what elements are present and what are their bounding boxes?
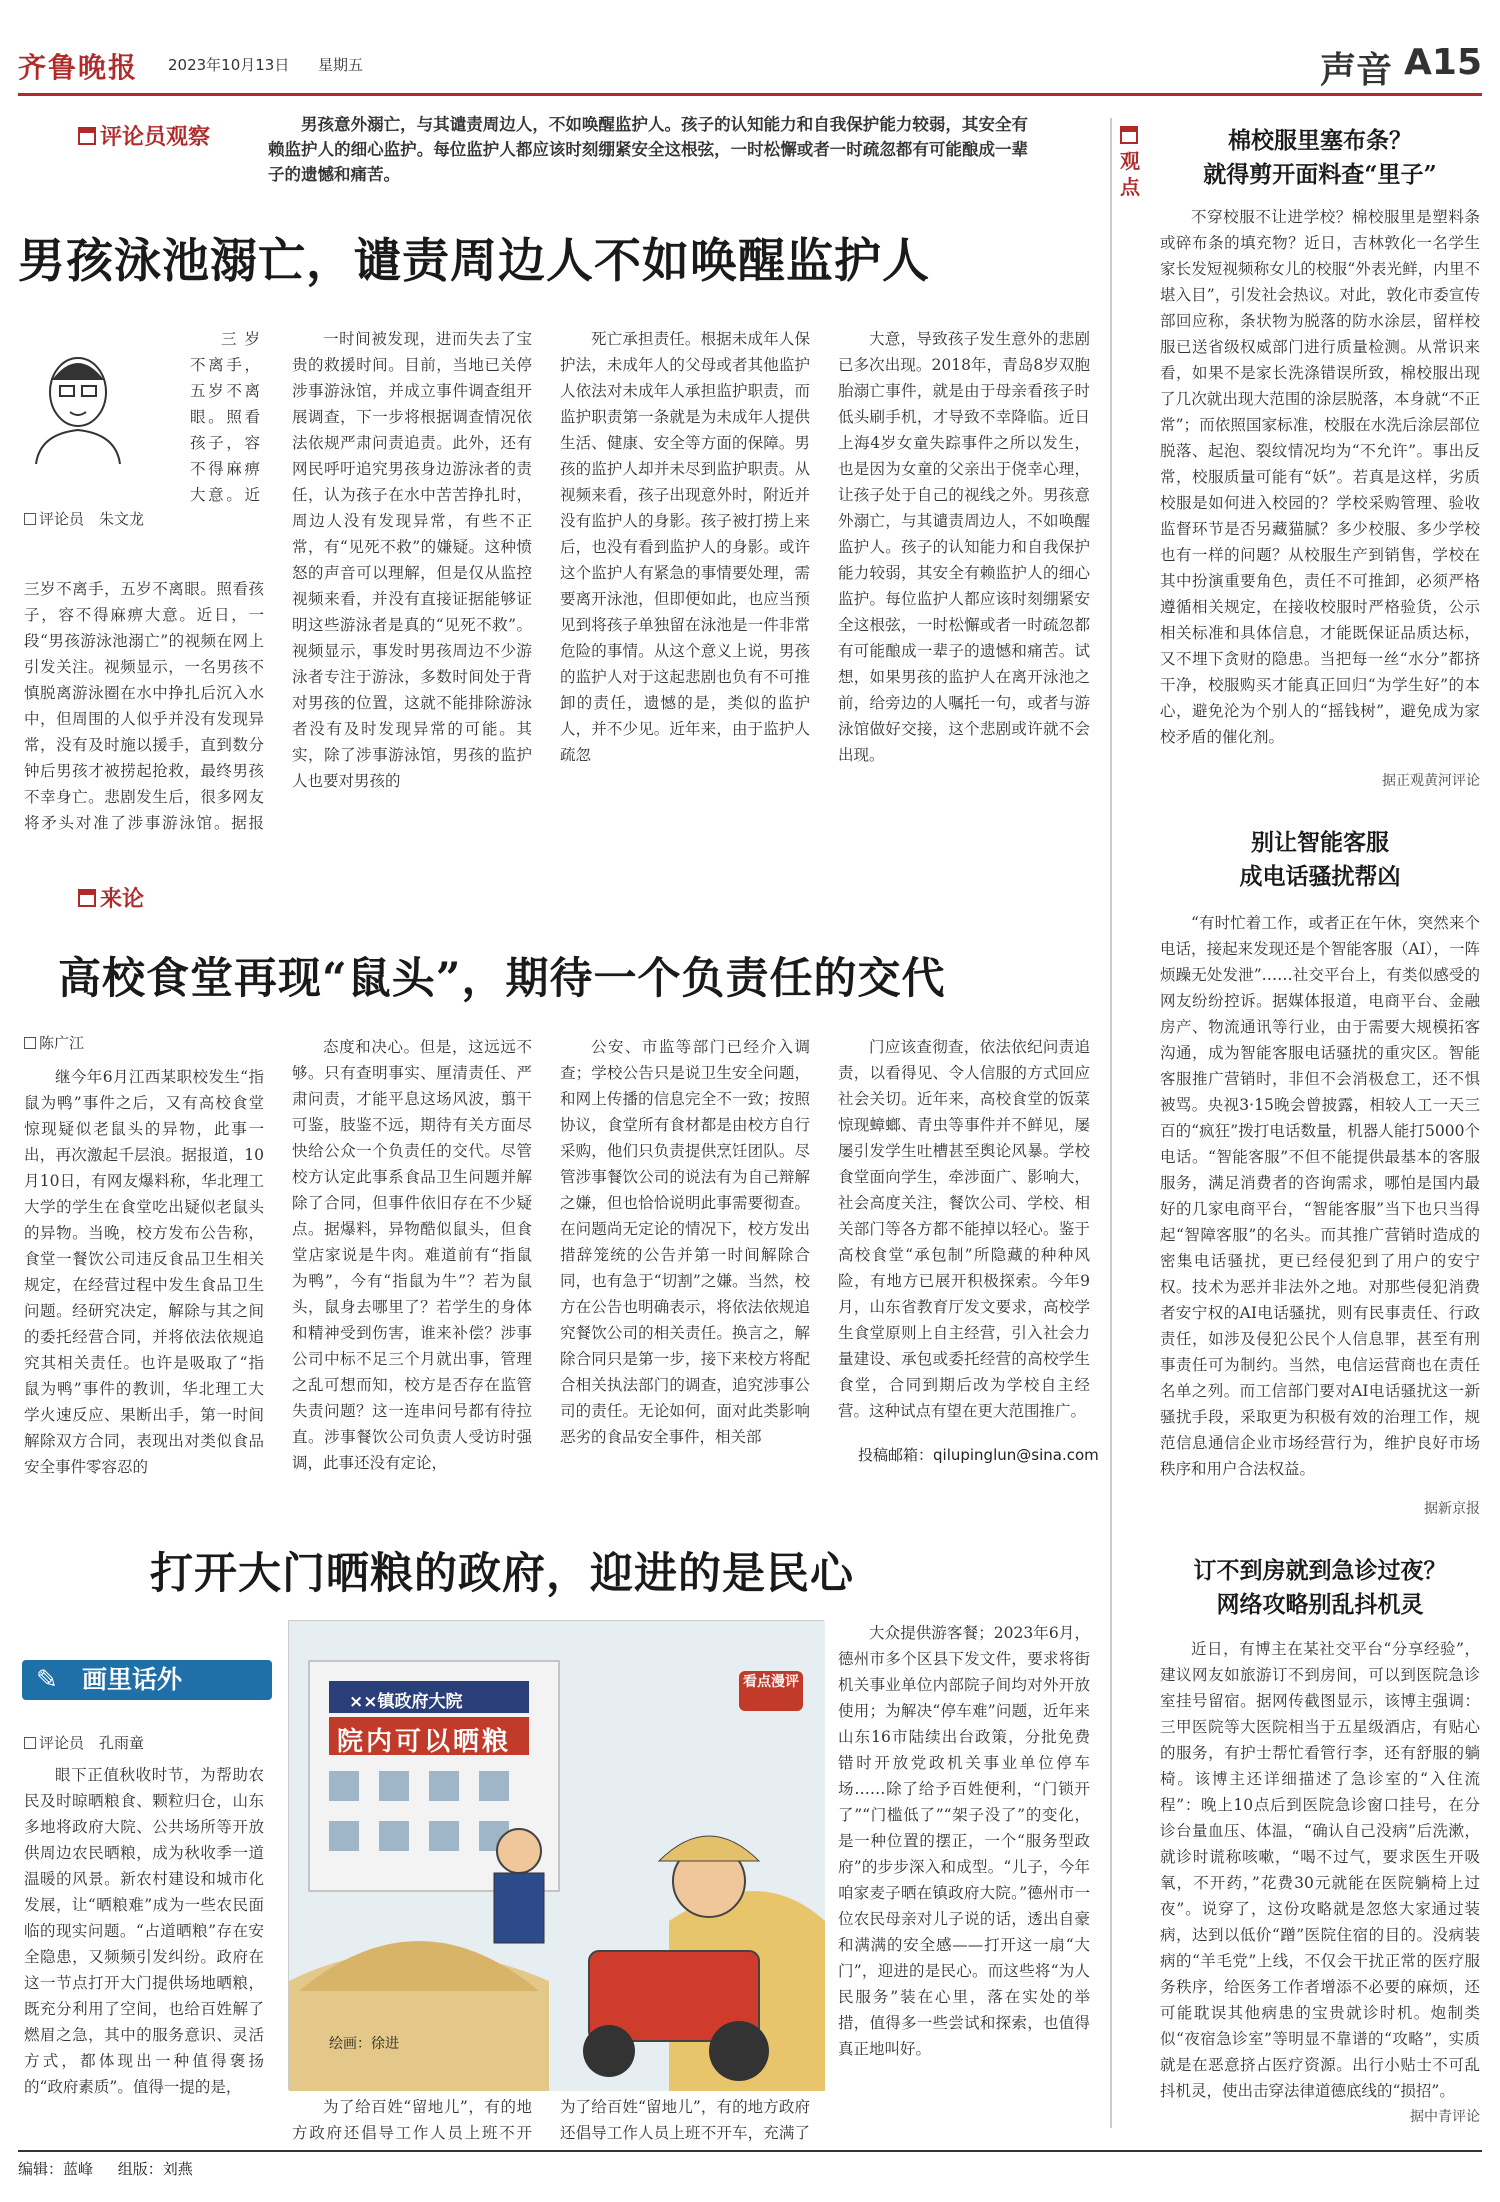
- article1-byline: 评论员 朱文龙: [24, 508, 144, 529]
- newspaper-logo: 齐鲁晚报: [18, 51, 139, 84]
- cartoon-illustration: [288, 1620, 824, 2090]
- column-label-huali: ✎ 画里话外: [22, 1660, 272, 1700]
- article3-headline: 打开大门晒粮的政府，迎进的是民心: [150, 1549, 854, 1599]
- article1-column-1-lower: 三岁不离手，五岁不离眼。照看孩子，容不得麻痹大意。近日，一段“男孩游泳池溺亡”的视频在网上引发关注。视频显示，一名男孩不慎脱离游泳圈在水中挣扎后沉入水中，但周围的人似乎并没有发现异常，没有及时施以援手，直到数分钟后男孩才被捞起抢救，最终男孩不幸身亡。悲剧发生后，很多网友将矛头对准了涉事游泳馆。据报: [24, 580, 264, 832]
- issue-weekday: 星期五: [318, 56, 364, 74]
- article1-tag-label: 评论员观察: [100, 125, 211, 150]
- article2-column-2: 态度和决心。但是，这远远不够。只有查明事实、厘清责任、严肃问责，才能平息这场风波，翦干可鉴，肢鉴不远，期待有关方面尽快给公众一个负责任的交代。尽管校方认定此事系食品卫生问题并解除了合同，但事件依旧存在不少疑点。据爆料，异物酷似鼠头，但食堂店家说是牛肉。难道前有“指鼠为鸭”，今有“指鼠为牛”？若为鼠头，鼠身去哪里了？若学生的身体和精神受到伤害，谁来补偿？涉事公司中标不足三个月就出事，管理之乱可想而知，校方是否存在监管失责问题？这一连串问号都有待拉直。涉事餐饮公司负责人受访时强调，此事还没有定论，: [292, 1038, 532, 1472]
- sidebar-piece1-source: 据正观黄河评论: [1160, 768, 1480, 794]
- article2-tag-label: 来论: [100, 887, 145, 912]
- article1-tag: [78, 120, 210, 151]
- article3-byline: 评论员 孔雨童: [24, 1732, 144, 1753]
- cartoon-sign: 院内可以晒粮: [337, 1727, 512, 1757]
- article1-column-1-wrap: [190, 326, 260, 510]
- sidebar-piece2-title: 别让智能客服 成电话骚扰帮凶: [1239, 829, 1401, 890]
- tag-box-icon: [78, 889, 96, 907]
- article1-column-4: 大意，导致孩子发生意外的悲剧已多次出现。2018年，青岛8岁双胞胎溺亡事件，就是由于母亲看孩子时低头刷手机，才导致不幸降临。近日上海4岁女童失踪事件之所以发生，也是因为女童的父亲出于侥幸心理，让孩子处于自己的视线之外。男孩意外溺亡，与其谴责周边人，不如唤醒监护人。孩子的认知能力和自我保护能力较弱，其安全有赖监护人的细心监护。每位监护人都应该时刻绷紧安全这根弦，一时松懈或者一时疏忽都有可能酿成一辈子的遗憾和痛苦。试想，如果男孩的监护人在离开泳池之前，给旁边的人嘱托一句，或者与游泳馆做好交接，这个悲剧或许就不会出现。: [838, 330, 1090, 764]
- sidebar-piece3-source: 据中青评论: [1160, 2104, 1480, 2130]
- article1-column-1: 三岁不离手，五岁不离眼。照看孩子，容不得麻痹大意。近: [190, 330, 260, 504]
- article1-column-2: 一时间被发现，进而失去了宝贵的救援时间。目前，当地已关停涉事游泳馆，并成立事件调查组开展调查，下一步将根据调查情况依法依规严肃问责追责。此外，还有网民呼吁追究男孩身边游泳者的责任，认为孩子在水中苦苦挣扎时，周边人没有发现异常，有些不正常，有“见死不救”的嫌疑。这种愤怒的声音可以理解，但是仅从监控视频来看，并没有直接证据能够证明这些游泳者是真的“见死不救”。视频显示，事发时男孩周边不少游泳者专注于游泳，多数时间处于背对男孩的位置，这就不能排除游泳者没有及时发现异常的可能。其实，除了涉事游泳馆，男孩的监护人也要对男孩的: [292, 330, 532, 790]
- article2-column-3: 公安、市监等部门已经介入调查；学校公告只是说卫生安全问题，和网上传播的信息完全不一致；按照协议，食堂所有食材都是由校方自行采购，他们只负责提供烹饪团队。尽管涉事餐饮公司的说法有为自己辩解之嫌，但也恰恰说明此事需要彻查。在问题尚无定论的情况下，校方发出措辞笼统的公告并第一时间解除合同，也有急于“切割”之嫌。当然，校方在公告也明确表示，将依法依规追究餐饮公司的相关责任。换言之，解除合同只是第一步，接下来校方将配合相关执法部门的调查，追究涉事公司的责任。无论如何，面对此类影响恶劣的食品安全事件，相关部: [560, 1038, 810, 1446]
- article3-column-2b: 为了给百姓“留地儿”，有的地方政府还倡导工作人员上班不开车，充满了: [560, 2098, 810, 2142]
- sidebar-piece2-source: 据新京报: [1160, 1496, 1480, 1522]
- tag-box-icon: [1120, 126, 1138, 144]
- article2-column-1: 继今年6月江西某职校发生“指鼠为鸭”事件之后，又有高校食堂惊现疑似老鼠头的异物，此事一出，再次激起千层浪。据报道，10月10日，有网友爆料称，华北理工大学的学生在食堂吃出疑似老鼠头的异物。当晚，校方发布公告称，食堂一餐饮公司违反食品卫生相关规定，在经营过程中发生食品卫生问题。经研究决定，解除与其之间的委托经营合同，并将依法依规追究其相关责任。也许是吸取了“指鼠为鸭”事件的教训，华北理工大学火速反应、果断出手，第一时间解除双方合同，表现出对类似食品安全事件零容忍的: [24, 1068, 264, 1476]
- pen-icon: ✎: [36, 1665, 58, 1695]
- article2-byline: 陈广江: [24, 1032, 84, 1053]
- article1-summary: 男孩意外溺亡，与其谴责周边人，不如唤醒监护人。孩子的认知能力和自我保护能力较弱，其安全有赖监护人的细心监护。每位监护人都应该时刻绷紧安全这根弦，一时松懈或者一时疏忽都有可能酿成一辈子的遗憾和痛苦。: [268, 115, 1028, 184]
- page-footer: [18, 2150, 1482, 2179]
- section-name: 声音: [1319, 49, 1392, 91]
- sidebar-divider: [1110, 118, 1112, 2128]
- article1-headline: 男孩泳池溺亡，谴责周边人不如唤醒监护人: [18, 234, 930, 289]
- footer-editor: 编辑：蓝峰: [18, 2160, 94, 2178]
- article2-headline: 高校食堂再现“鼠头”，期待一个负责任的交代: [58, 954, 946, 1004]
- issue-date: 2023年10月13日: [168, 56, 290, 74]
- sidebar-piece1-title: 棉校服里塞布条？ 就得剪开面料查“里子”: [1203, 127, 1437, 188]
- page-number: A15: [1404, 42, 1482, 83]
- sidebar-tag: 观点: [1120, 126, 1146, 200]
- article3-column-3: 大众提供游客餐；2023年6月，德州市多个区县下发文件，要求将街机关事业单位内部院子间均对外开放使用；为解决“停车难”问题，近年来山东16市陆续出台政策，分批免费错时开放党政机关事业单位停车场……除了给予百姓便利，“门锁开了”“门槛低了”“架子没了”的变化，是一种位置的摆正，一个“服务型政府”的步步深入和成型。“儿子，今年咱家麦子晒在镇政府大院。”德州市一位农民母亲对儿子说的话，透出自豪和满满的安全感——打开这一扇“大门”，迎进的是民心。而这些将“为人民服务”装在心里，落在实处的举措，值得多一些尝试和探索，也值得真正地叫好。: [838, 1624, 1090, 2058]
- footer-layout: 组版：刘燕: [117, 2160, 193, 2178]
- cartoon-badge: 看点漫评: [743, 1674, 799, 1690]
- tag-box-icon: [78, 127, 96, 145]
- sidebar-piece2-body: “有时忙着工作，或者正在午休，突然来个电话，接起来发现还是个智能客服（AI），一阵烦躁无处发泄”……社交平台上，有类似感受的网友纷纷控诉。据媒体报道，电商平台、金融房产、物流通讯等行业，由于需要大规模拓客沟通，成为智能客服电话骚扰的重灾区。智能客服推广营销时，非但不会消极怠工，还不惧被骂。央视3·15晚会曾披露，相较人工一天三百的“疯狂”拨打电话数量，机器人能打5000个电话。“智能客服”不但不能提供最基本的客服服务，满足消费者的咨询需求，哪怕是国内最好的几家电商平台，“智能客服”当下也只当得起“智障客服”的名头。而其推广营销时造成的密集电话骚扰，更已经侵犯到了用户的安宁权。技术为恶并非法外之地。对那些侵犯消费者安宁权的AI电话骚扰，则有民事责任、行政责任，如涉及侵犯公民个人信息罪，甚至有刑事责任可为制约。当然，电信运营商也在责任名单之列。而工信部门要对AI电话骚扰这一新骚扰手段，采取更为积极有效的治理工作，规范信息通信企业市场经营行为，维护良好市场秩序和用户合法权益。: [1160, 914, 1480, 1478]
- sidebar-piece3-title: 订不到房就到急诊过夜？ 网络攻略别乱抖机灵: [1193, 1557, 1447, 1618]
- cartoon-credit: 绘画：徐进: [329, 2036, 399, 2052]
- sidebar-piece1-body: 不穿校服不让进学校？棉校服里是塑料条或碎布条的填充物？近日，吉林敦化一名学生家长发短视频称女儿的校服“外表光鲜，内里不堪入目”，引发社会热议。对此，敦化市委宣传部回应称，条状物为脱落的防水涂层，留样校服已送省级权威部门进行质量检测。从常识来看，如果不是家长洗涤错误所致，棉校服出现了几次就出现大范围的涂层脱落，本身就“不正常”；而依照国家标准，校服在水洗后涂层部位脱落、起泡、裂纹情况均为“不允许”。事出反常，校服质量可能有“妖”。若真是这样，劣质校服是如何进入校园的？学校采购管理、验收监督环节是否另藏猫腻？多少校服、多少学校也有一样的问题？从校服生产到销售，学校在其中扮演重要角色，责任不可推卸，必须严格遵循相关规定，在接收校服时严格验货，公示相关标准和具体信息，才能既保证品质达标，又不埋下贪财的隐患。当把每一丝“水分”都挤干净，校服购买才能真正回归“为学生好”的本心，避免沦为个别人的“摇钱树”，避免成为家校矛盾的催化剂。: [1160, 208, 1480, 746]
- article2-tag: [78, 882, 144, 913]
- article1-column-3: 死亡承担责任。根据未成年人保护法，未成年人的父母或者其他监护人依法对未成年人承担监护职责，而监护职责第一条就是为未成年人提供生活、健康、安全等方面的保障。男孩的监护人却并未尽到监护职责。从视频来看，孩子出现意外时，附近并没有监护人的身影。孩子被打捞上来后，也没有看到监护人的身影。或许这个监护人有紧急的事情要处理，需要离开泳池，但即便如此，也应当预见到将孩子单独留在泳池是一件非常危险的事情。从这个意义上说，男孩的监护人对于这起悲剧也负有不可推卸的责任，遗憾的是，类似的监护人，并不少见。近年来，由于监护人疏忽: [560, 330, 810, 764]
- cartoon-sign-top: ××镇政府大院: [349, 1692, 463, 1712]
- sidebar-piece3-body: 近日，有博主在某社交平台“分享经验”，建议网友如旅游订不到房间，可以到医院急诊室挂号留宿。据网传截图显示，该博主强调：三甲医院等大医院相当于五星级酒店，有贴心的服务，有护士帮忙看管行李，还有舒服的躺椅。该博主还详细描述了急诊室的“入住流程”：晚上10点后到医院急诊窗口挂号，在分诊台量血压、体温，“确认自己没病”后洗漱，就诊时谎称咳嗽，“喝不过气，要求医生开吸氧，不开药，”花费30元就能在医院躺椅上过夜”。说穿了，这份攻略就是忽悠大家通过装病，达到以低价“蹭”医院住宿的目的。没病装病的“羊毛党”上线，不仅会干扰正常的医疗服务秩序，给医务工作者增添不必要的麻烦，还可能耽误其他病患的宝贵就诊时机。炮制类似“夜宿急诊室”等明显不靠谱的“攻略”，实质就是在恶意挤占医疗资源。出行小贴士不可乱抖机灵，使出击穿法律道德底线的“损招”。: [1160, 1640, 1480, 2100]
- submission-email[interactable]: 投稿邮箱：qilupinglun@sina.com: [858, 1446, 1099, 1464]
- article3-column-1: 眼下正值秋收时节，为帮助农民及时晾晒粮食、颗粒归仓，山东多地将政府大院、公共场所等开放供周边农民晒粮，成为秋收季一道温暖的风景。新农村建设和城市化发展，让“晒粮难”成为一些农民面临的现实问题。“占道晒粮”存在安全隐患，又频频引发纠纷。政府在这一节点打开大门提供场地晒粮，既充分利用了空间，也给百姓解了燃眉之急，其中的服务意识、灵活方式，都体现出一种值得褒扬的“政府素质”。值得一提的是，: [24, 1766, 264, 2096]
- article2-column-4: 门应该查彻查，依法依纪问责追责，以看得见、令人信服的方式回应社会关切。近年来，高校食堂的饭菜惊现蟑螂、青虫等事件并不鲜见，屡屡引发学生吐槽甚至舆论风暴。学校食堂面向学生，牵涉面广、影响大，社会高度关注，餐饮公司、学校、相关部门等各方都不能掉以轻心。鉴于高校食堂“承包制”所隐藏的种种风险，有地方已展开积极探索。今年9月，山东省教育厅发文要求，高校学生食堂原则上自主经营，引入社会力量建设、承包或委托经营的高校学生食堂，合同到期后改为学校自主经营。这种试点有望在更大范围推广。: [838, 1038, 1090, 1420]
- masthead: [18, 40, 1482, 96]
- author-portrait: [30, 342, 126, 464]
- article3-column-2: 为了给百姓“留地儿”，有的地方政府还倡导工作人员上班不开: [292, 2098, 532, 2142]
